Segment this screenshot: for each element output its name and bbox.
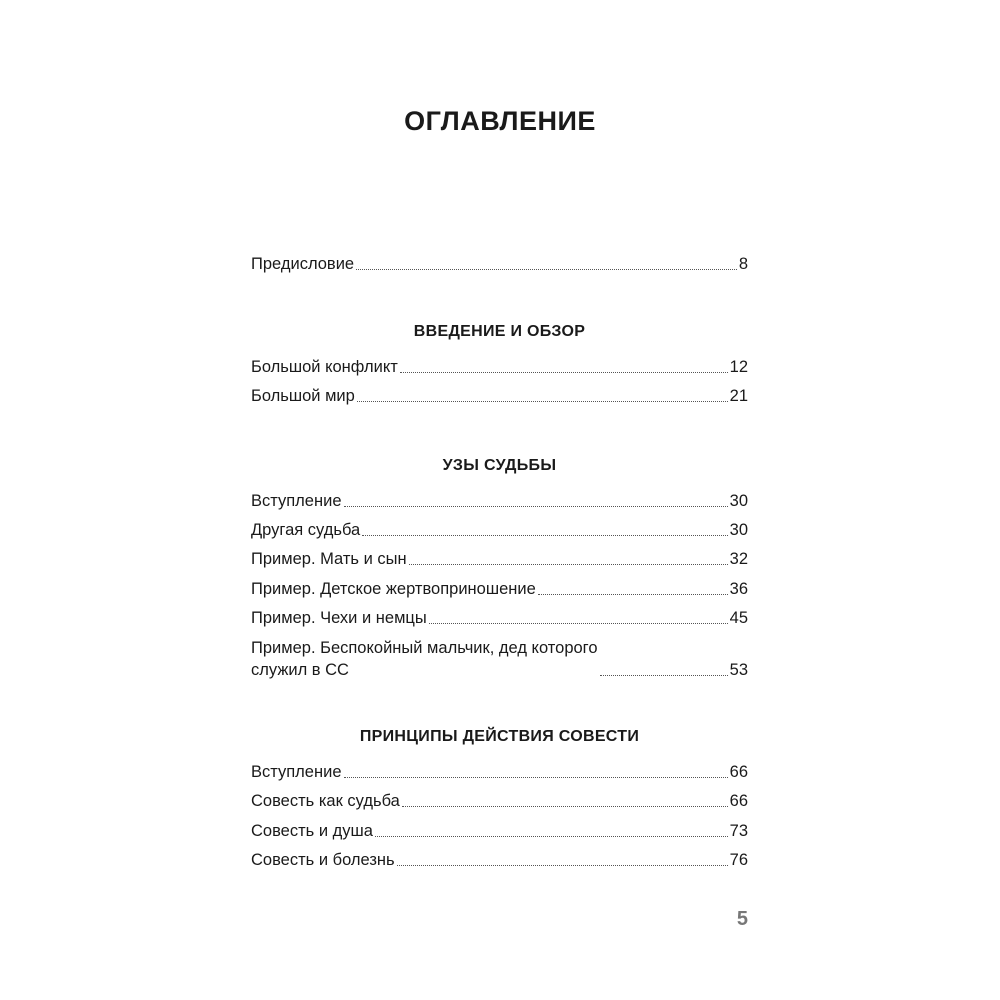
dot-leader [375,836,728,837]
toc-entry-label: Другая судьба [251,521,361,539]
toc-entry[interactable] [251,820,748,842]
toc-entry[interactable] [251,849,748,871]
section-heading-conscience: ПРИНЦИПЫ ДЕЙСТВИЯ СОВЕСТИ [359,728,640,745]
dot-leader [538,594,728,595]
section-heading-fate: УЗЫ СУДЬБЫ [442,457,557,474]
toc-entry[interactable] [251,790,748,812]
toc-entry-page: 36 [729,580,748,598]
dot-leader [344,506,728,507]
toc-entry-label: Большой мир [251,387,355,405]
dot-leader [397,865,728,866]
dot-leader [357,401,728,402]
toc-entry-page: 32 [729,550,748,568]
dot-leader [400,372,728,373]
toc-entry-label: Совесть и болезнь [251,851,395,869]
toc-entry-page: 8 [738,255,748,273]
dot-leader [356,269,737,270]
dot-leader [429,623,728,624]
toc-entry-label: Пример. Чехи и немцы [251,609,427,627]
dot-leader [344,777,728,778]
toc-entry-page: 30 [729,521,748,539]
section-heading-intro: ВВЕДЕНИЕ И ОБЗОР [413,323,586,340]
toc-entry[interactable] [251,761,748,783]
toc-entry[interactable] [251,607,748,629]
toc-entry[interactable] [251,385,748,407]
toc-entry[interactable] [251,637,748,681]
toc-entry-label: Пример. Детское жертвоприношение [251,580,536,598]
toc-entry-preface[interactable] [251,253,748,275]
dot-leader [409,564,728,565]
dot-leader [402,806,728,807]
toc-entry-label: Вступление [251,763,342,781]
toc-entry[interactable] [251,490,748,512]
toc-entry-label: Большой конфликт [251,358,398,376]
toc-entry-page: 53 [729,661,748,679]
toc-entry-label: Пример. Мать и сын [251,550,407,568]
page-number: 5 [736,908,748,930]
toc-entry-page: 66 [729,763,748,781]
toc-entry-page: 76 [729,851,748,869]
dot-leader [362,535,727,536]
toc-entry-label: Предисловие [251,255,355,273]
toc-entry[interactable] [251,519,748,541]
toc-entry-label: Вступление [251,492,342,510]
toc-entry-page: 12 [729,358,748,376]
toc-entry-label: Совесть как судьба [251,792,400,810]
toc-entry[interactable] [251,356,748,378]
page-title: ОГЛАВЛЕНИЕ [404,106,596,136]
toc-entry-page: 66 [729,792,748,810]
toc-entry-label: Совесть и душа [251,822,373,840]
toc-entry-page: 30 [729,492,748,510]
toc-entry-page: 45 [729,609,748,627]
toc-entry-label-line1: Пример. Беспокойный мальчик, дед которого [251,639,598,657]
toc-entry[interactable] [251,548,748,570]
toc-entry-page: 73 [729,822,748,840]
toc-entry-label-line2: служил в СС [251,661,349,679]
toc-entry[interactable] [251,578,748,600]
toc-entry-label [251,637,598,681]
dot-leader [600,675,728,676]
toc-entry-page: 21 [729,387,748,405]
